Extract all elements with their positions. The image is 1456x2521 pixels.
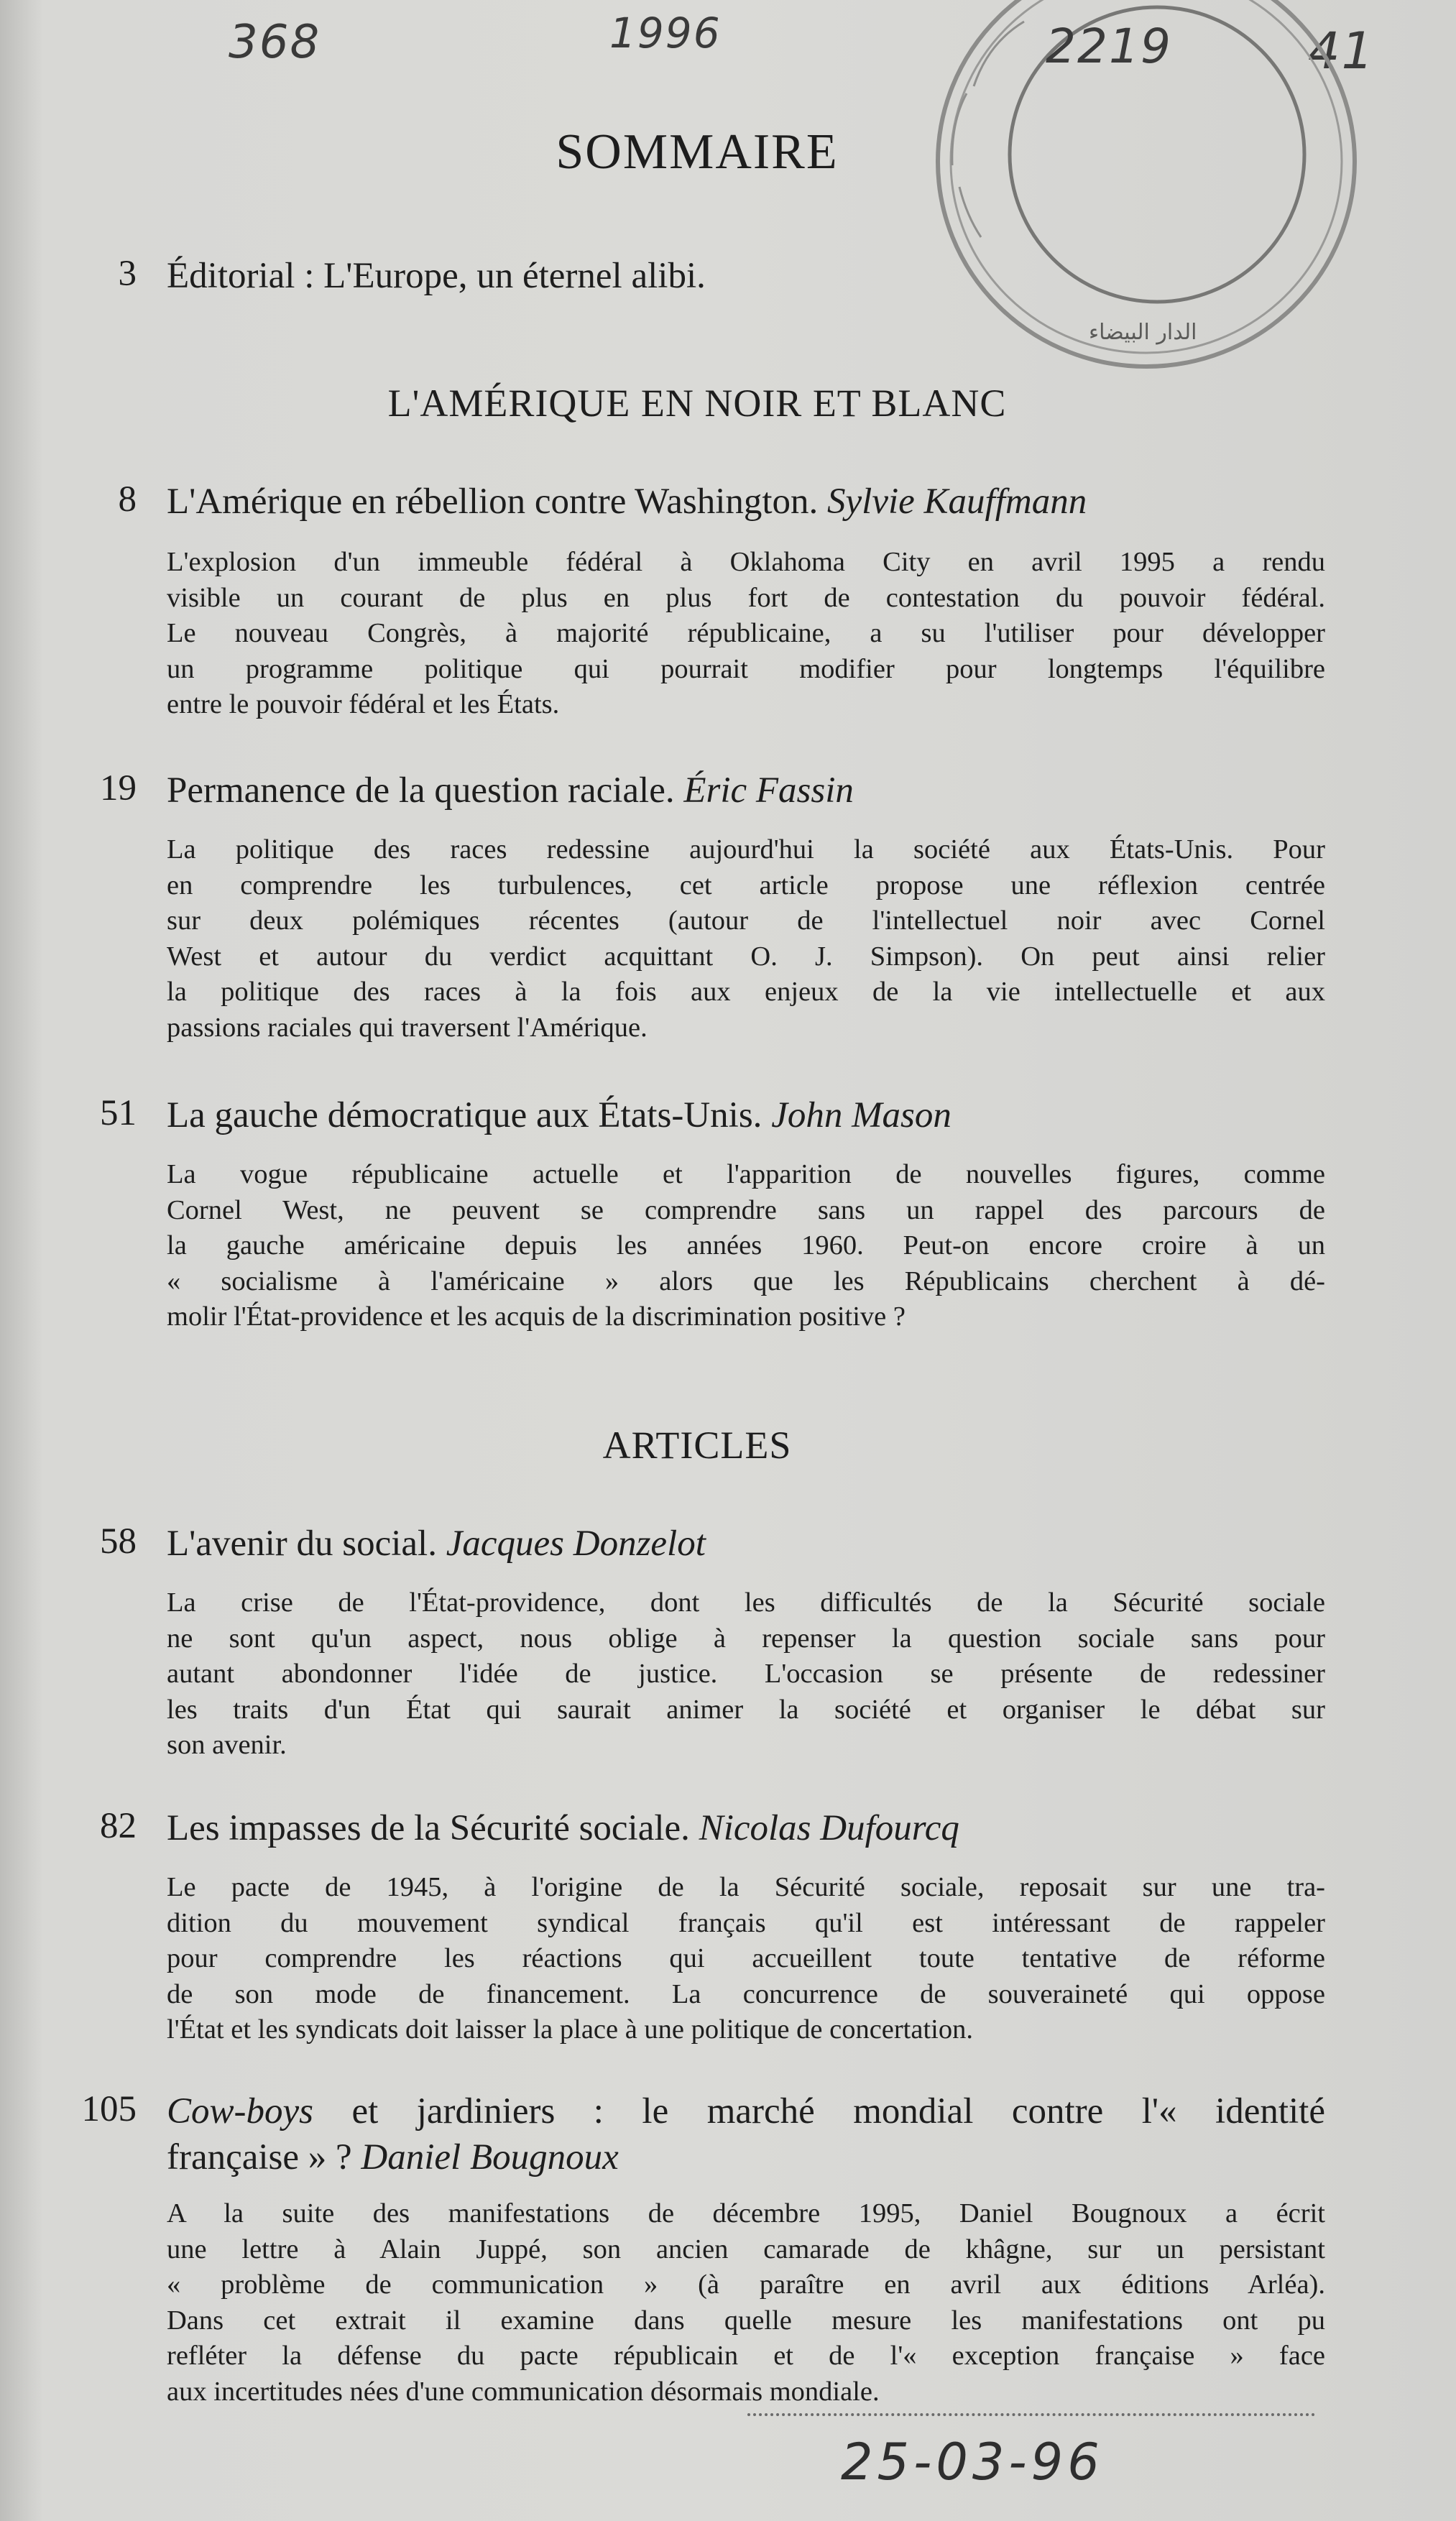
entry-title-italic: Cow-boys: [167, 2091, 313, 2131]
summary-line: Cornel West, ne peuvent se comprendre sans un rappel des parcours de: [167, 1194, 1325, 1225]
stamp-handwritten-number: 2219: [1046, 19, 1172, 74]
summary-line: Dans cet extrait il examine dans quelle mesure les manifestations ont pu: [167, 2305, 1325, 2336]
library-stamp: [909, 0, 1369, 374]
entry-title: Permanence de la question raciale.: [167, 770, 675, 811]
entry-summary: [167, 1585, 1325, 1764]
entry-summary: [167, 1157, 1325, 1335]
entry-heading: [167, 1805, 1331, 1851]
entry-heading: [167, 2088, 1325, 2180]
summary-line: refléter la défense du pacte républicain et de l'« exception française » face: [167, 2341, 1325, 2371]
summary-line: aux incertitudes nées d'une communication désormais mondiale.: [167, 2376, 880, 2407]
summary-line: pour comprendre les réactions qui accueillent toute tentative de réforme: [167, 1943, 1325, 1973]
summary-line: « problème de communication » (à paraître en avril aux éditions Arléa).: [167, 2269, 1325, 2300]
summary-line: La crise de l'État-providence, dont les difficultés de la Sécurité sociale: [167, 1587, 1325, 1618]
summary-line: visible un courant de plus en plus fort de contestation du pouvoir fédéral.: [167, 582, 1325, 613]
summary-line: sur deux polémiques récentes (autour de l'intellectuel noir avec Cornel: [167, 905, 1325, 936]
section-heading-articles: ARTICLES: [602, 1424, 792, 1467]
page-title: SOMMAIRE: [556, 124, 839, 180]
entry-title: et jardiniers : le marché mondial contre l'« identité: [313, 2091, 1325, 2131]
summary-line: A la suite des manifestations de décembre 1995, Daniel Bougnoux a écrit: [167, 2198, 1325, 2229]
summary-line: passions raciales qui traversent l'Amérique.: [167, 1012, 648, 1043]
summary-line: La vogue républicaine actuelle et l'apparition de nouvelles figures, comme: [167, 1159, 1325, 1189]
entry-title: Les impasses de la Sécurité sociale.: [167, 1808, 690, 1848]
summary-line: l'État et les syndicats doit laisser la place à une politique de concertation.: [167, 2014, 973, 2045]
summary-line: entre le pouvoir fédéral et les États.: [167, 689, 560, 719]
summary-line: West et autour du verdict acquittant O. J. Simpson). On peut ainsi relier: [167, 941, 1325, 972]
entry-author: John Mason: [771, 1095, 952, 1135]
entry-author: Sylvie Kauffmann: [827, 481, 1087, 522]
entry-page-number: 58: [100, 1521, 137, 1562]
entry-title-continued: française » ?: [167, 2137, 352, 2177]
entry-heading: [167, 768, 1331, 814]
summary-line: un programme politique qui pourrait modifier pour longtemps l'équilibre: [167, 653, 1325, 684]
entry-author: Éric Fassin: [683, 770, 854, 811]
stamp-text: الدار البيضاء: [1089, 320, 1197, 345]
entry-title-line: [167, 2134, 1325, 2180]
summary-line: une lettre à Alain Juppé, son ancien camarade de khâgne, sur un persistant: [167, 2234, 1325, 2264]
summary-line: son avenir.: [167, 1730, 287, 1760]
entry-title-line: [167, 2088, 1325, 2134]
entry-page-number: 8: [118, 479, 137, 520]
entry-page-number: 51: [100, 1093, 137, 1133]
summary-line: la politique des races à la fois aux enjeux de la vie intellectuelle et aux: [167, 977, 1325, 1007]
summary-line: molir l'État-providence et les acquis de la discrimination positive ?: [167, 1301, 906, 1332]
summary-line: autant abondonner l'idée de justice. L'occasion se présente de redessiner: [167, 1659, 1325, 1689]
entry-summary: [167, 2196, 1325, 2410]
summary-line: de son mode de financement. La concurrence de souveraineté qui oppose: [167, 1978, 1325, 2009]
summary-line: ne sont qu'un aspect, nous oblige à repenser la question sociale sans pour: [167, 1623, 1325, 1654]
entry-author: Nicolas Dufourcq: [699, 1808, 959, 1848]
entry-heading: [167, 479, 1331, 525]
summary-line: Le pacte de 1945, à l'origine de la Sécurité sociale, reposait sur une tra-: [167, 1872, 1325, 1902]
entry-summary: [167, 832, 1325, 1046]
handwritten-date: 25-03-96: [841, 2433, 1104, 2492]
summary-line: L'explosion d'un immeuble fédéral à Oklahoma City en avril 1995 a rendu: [167, 547, 1325, 577]
entry-author: Daniel Bougnoux: [361, 2137, 619, 2177]
entry-title: L'avenir du social.: [167, 1524, 437, 1564]
summary-line: Le nouveau Congrès, à majorité républicaine, a su l'utiliser pour développer: [167, 618, 1325, 648]
summary-line: dition du mouvement syndical français qu'il est intéressant de rappeler: [167, 1907, 1325, 1938]
entry-page-number: 19: [100, 768, 137, 808]
entry-title: Éditorial : L'Europe, un éternel alibi.: [167, 256, 706, 296]
dotted-line: [747, 2413, 1315, 2416]
summary-line: les traits d'un État qui saurait animer la société et organiser le débat sur: [167, 1694, 1325, 1725]
section-heading-amerique: L'AMÉRIQUE EN NOIR ET BLANC: [387, 382, 1007, 425]
entry-page-number: 3: [118, 254, 137, 294]
summary-line: « socialisme à l'américaine » alors que les Républicains cherchent à dé-: [167, 1266, 1325, 1296]
summary-line: en comprendre les turbulences, cet article propose une réflexion centrée: [167, 870, 1325, 900]
entry-title: L'Amérique en rébellion contre Washington.: [167, 481, 819, 522]
entry-summary: [167, 1870, 1325, 2048]
entry-page-number: 105: [81, 2089, 137, 2129]
entry-summary: [167, 545, 1325, 723]
entry-heading: [167, 1521, 1331, 1567]
summary-line: la gauche américaine depuis les années 1960. Peut-on encore croire à un: [167, 1230, 1325, 1260]
handwritten-year: 1996: [609, 9, 722, 57]
entry-heading: [167, 1092, 1331, 1138]
summary-line: La politique des races redessine aujourd'hui la société aux États-Unis. Pour: [167, 834, 1325, 865]
entry-page-number: 82: [100, 1806, 137, 1846]
handwritten-corner-mark: 41: [1308, 22, 1376, 80]
entry-title: La gauche démocratique aux États-Unis.: [167, 1095, 762, 1135]
entry-author: Jacques Donzelot: [446, 1524, 706, 1564]
handwritten-ref-number: 368: [229, 16, 321, 69]
